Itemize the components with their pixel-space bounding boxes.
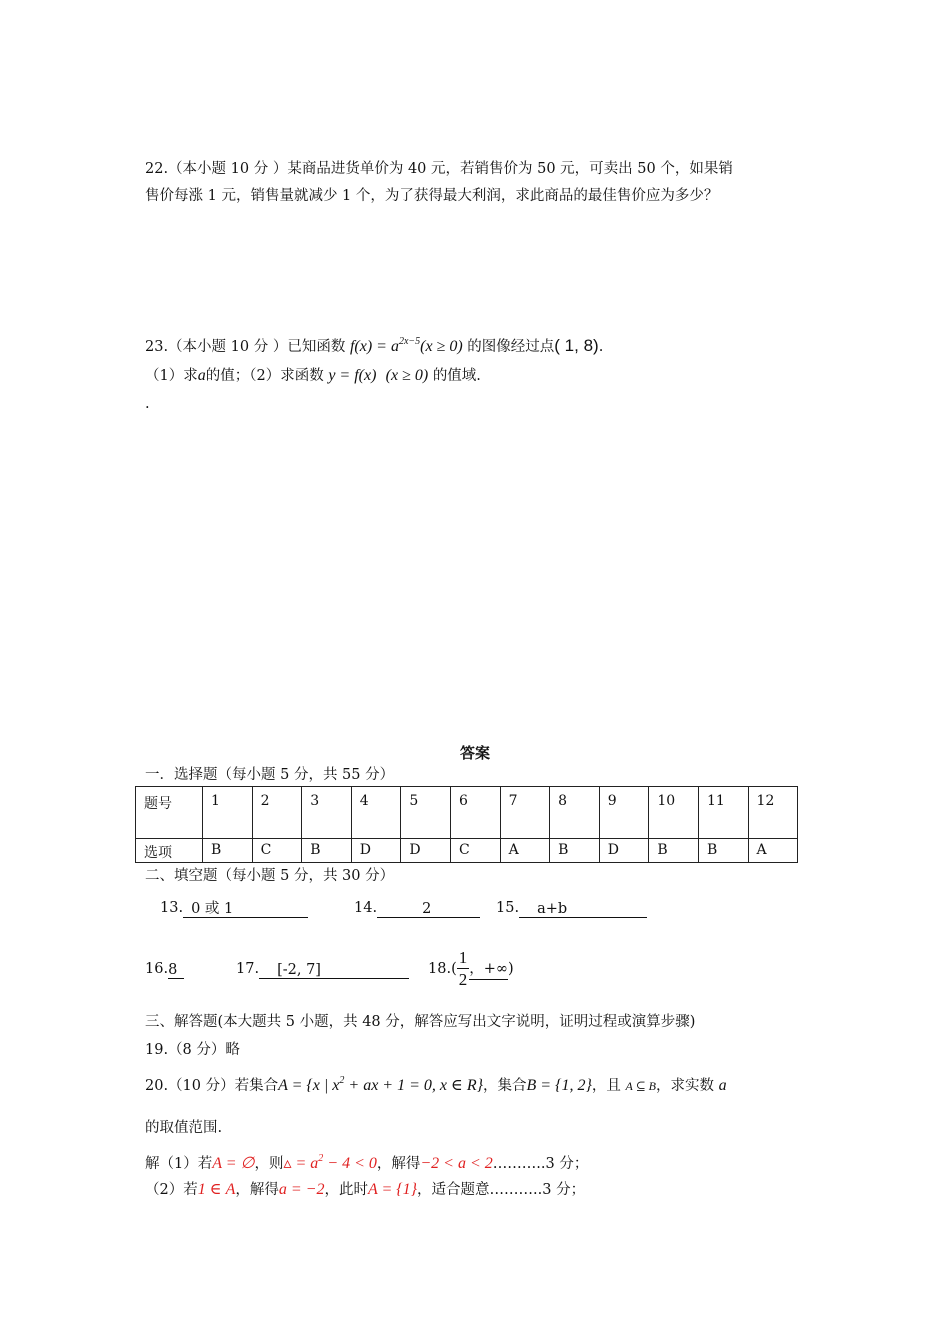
q23-part2: 的值；（2）求函数: [205, 368, 324, 384]
q23-exponent: 2x−5: [398, 336, 421, 347]
fill-16: [145, 959, 184, 979]
sol1-result: −2 < a < 2: [420, 1155, 493, 1172]
sol1-condition: A = ∅: [212, 1155, 255, 1172]
table-cell: 12: [748, 787, 798, 839]
fill-15: [496, 898, 647, 918]
table-cell: 4: [351, 787, 401, 839]
q22-line1: 22.（本小题 10 分 ）某商品进货单价为 40 元，若销售价为 50 元，可卖出 50 个，如果销: [145, 161, 733, 177]
table-cell: B: [550, 839, 600, 863]
table-cell: D: [351, 839, 401, 863]
q23-prefix: 23.（本小题 10 分 ）已知函数: [145, 339, 346, 355]
q20-set-b: B = {1, 2}: [526, 1077, 592, 1094]
q23-point: ( 1, 8): [554, 336, 599, 355]
section2-heading: 二、填空题（每小题 5 分，共 30 分）: [145, 868, 395, 884]
q22-line2: 售价每涨 1 元，销售量就减少 1 个，为了获得最大利润，求此商品的最佳售价应为多少？: [145, 188, 719, 204]
sol2-condition: 1 ∈ A: [197, 1181, 236, 1198]
fill-18-label: 18.: [428, 961, 452, 977]
fill-16-label: 16.: [145, 961, 169, 977]
q20-line1: [145, 1076, 727, 1096]
section1-heading: 一．选择题（每小题 5 分，共 55 分）: [145, 767, 395, 783]
row-label-options: 选项: [136, 839, 203, 863]
table-cell: 5: [401, 787, 451, 839]
table-cell: 8: [550, 787, 600, 839]
table-cell: 2: [252, 787, 302, 839]
sol2-set: A = {1}: [367, 1181, 418, 1198]
q20-set-a: A = {x | $x^2$ + ax + 1 = 0, x ∈ R}: [278, 1075, 484, 1094]
table-cell: 6: [450, 787, 500, 839]
sol2-score: ，适合题意………..3 分；: [417, 1182, 586, 1198]
table-cell: C: [450, 839, 500, 863]
q19: 19.（8 分）略: [145, 1042, 240, 1058]
table-cell: B: [203, 839, 253, 863]
answers-title: 答案: [459, 744, 490, 762]
fill-14-label: 14.: [354, 900, 378, 916]
table-cell: 7: [500, 787, 550, 839]
answer-table: [135, 786, 798, 863]
table-cell: B: [302, 839, 352, 863]
table-row-numbers: [136, 787, 798, 839]
sol2-text-c: ，此时: [324, 1182, 368, 1198]
sol2-text-b: ，解得: [235, 1182, 279, 1198]
table-cell: D: [401, 839, 451, 863]
q23-var-a: a: [197, 367, 206, 384]
q23-line2: [145, 366, 481, 386]
solution-line2: [145, 1180, 585, 1200]
row-label-numbers: 题号: [136, 787, 203, 839]
q23-dot: .: [145, 396, 150, 412]
q20-text-c: ，且: [591, 1078, 621, 1094]
fill-18-fraction: [457, 948, 470, 991]
fill-18-close: ): [507, 961, 514, 977]
sol1-discriminant: ▵ = $a^2 - 4 < 0$: [283, 1153, 377, 1172]
fill-18: [428, 944, 514, 994]
q23-y-func: y = f(x): [328, 367, 377, 384]
table-cell: 1: [203, 787, 253, 839]
sol1-text-b: ，则: [254, 1156, 284, 1172]
fill-15-answer: a+b: [537, 901, 568, 917]
table-cell: C: [252, 839, 302, 863]
q23-mid: 的图像经过点: [467, 339, 555, 355]
q20-var-a: a: [718, 1077, 727, 1094]
q20-subset: A ⊆ B: [625, 1079, 656, 1093]
fill-17: [236, 959, 409, 979]
table-cell: 3: [302, 787, 352, 839]
fill-15-label: 15.: [496, 900, 520, 916]
q20-text-b: ，集合: [483, 1078, 527, 1094]
table-cell: 9: [599, 787, 649, 839]
q20-line2: 的取值范围.: [145, 1120, 223, 1136]
section3-heading: 三、解答题(本大题共 5 小题，共 48 分，解答应写出文字说明，证明过程或演算步骤): [145, 1014, 696, 1030]
fraction-numerator: 1: [458, 947, 468, 967]
table-row-options: [136, 839, 798, 863]
sol2-text-a: （2）若: [145, 1182, 198, 1198]
table-cell: A: [748, 839, 798, 863]
fill-14-answer: 2: [422, 901, 432, 917]
fill-17-answer: [-2, 7]: [277, 962, 321, 978]
fill-13-answer: 0 或 1: [191, 901, 234, 917]
sol1-score: ………..3 分；: [492, 1156, 589, 1172]
fill-18-answer: ，+∞: [469, 961, 508, 980]
sol2-result: a = −2: [278, 1181, 325, 1198]
fraction-denominator: 2: [458, 969, 468, 989]
fill-16-answer: 8: [168, 962, 178, 978]
sol1-text-c: ，解得: [376, 1156, 421, 1172]
table-cell: A: [500, 839, 550, 863]
fill-17-label: 17.: [236, 961, 260, 977]
table-cell: 11: [698, 787, 748, 839]
q23-part2-end: 的值域.: [432, 368, 481, 384]
fill-14: [354, 898, 480, 918]
q23-part1: （1）求: [145, 368, 198, 384]
q20-text-d: ，求实数: [656, 1078, 714, 1094]
q23-line1: [145, 336, 603, 357]
solution-line1: [145, 1154, 588, 1174]
q23-end: .: [598, 339, 604, 355]
q23-function: $f(x) = a^{2x-5}(x \ge 0)$: [349, 336, 463, 355]
fill-18-open: (: [451, 961, 457, 977]
table-cell: B: [649, 839, 699, 863]
table-cell: B: [698, 839, 748, 863]
sol1-text-a: 解（1）若: [145, 1156, 213, 1172]
q20-text-a: 20.（10 分）若集合: [145, 1078, 279, 1094]
fill-13-label: 13.: [160, 900, 184, 916]
fill-13: [160, 898, 308, 918]
table-cell: 10: [649, 787, 699, 839]
q23-y-cond: (x ≥ 0): [385, 367, 429, 384]
table-cell: D: [599, 839, 649, 863]
